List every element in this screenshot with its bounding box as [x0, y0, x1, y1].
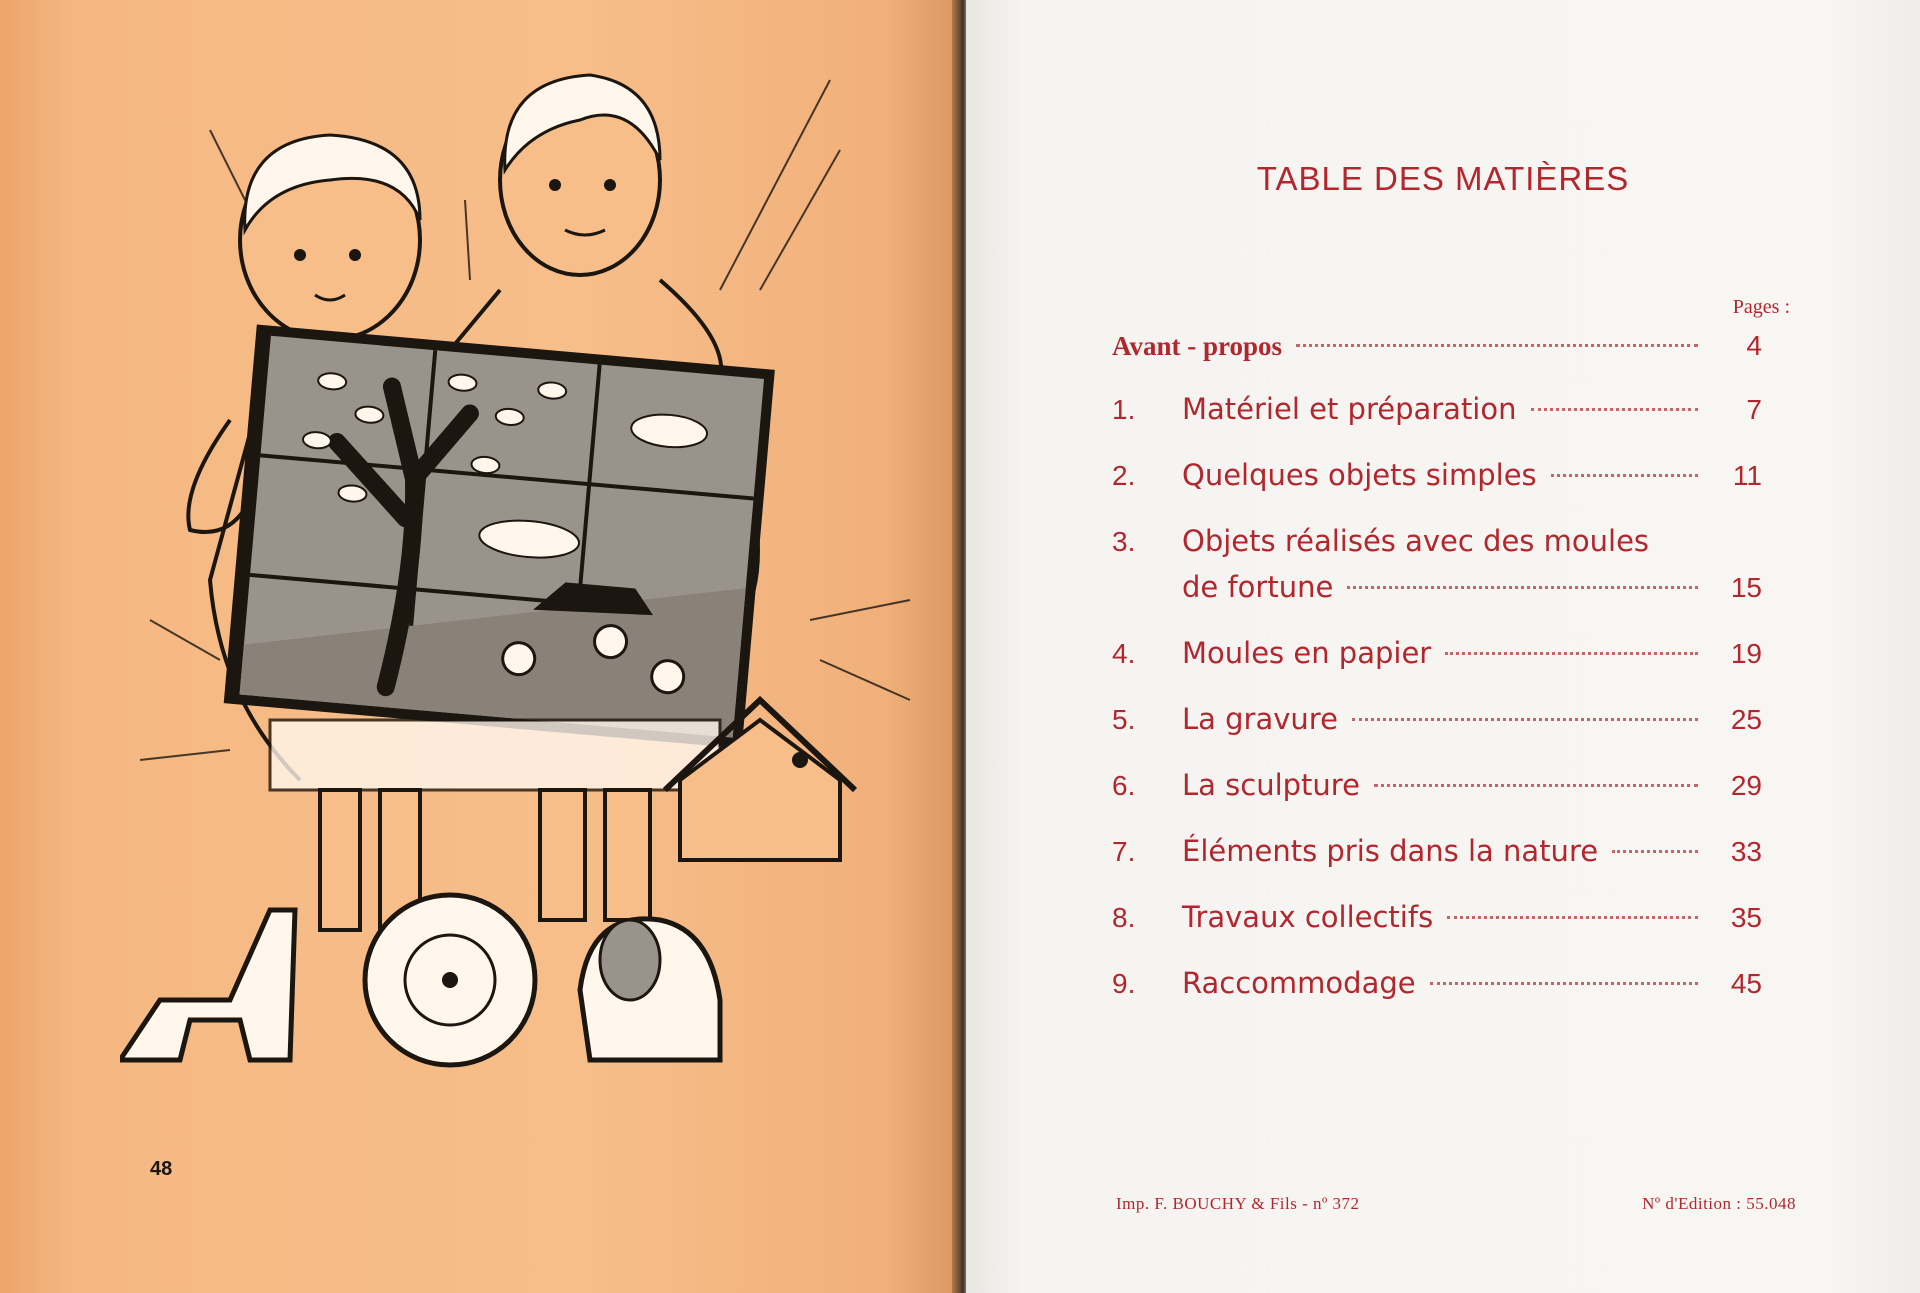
children-holding-tile-mosaic-illustration	[120, 60, 920, 1140]
page-number: 48	[150, 1158, 173, 1180]
leader-dots	[1430, 982, 1698, 985]
toy-ball	[365, 895, 535, 1065]
toc-entry-page: 33	[1730, 836, 1762, 867]
toc-entry-avant-propos[interactable]	[1112, 330, 1762, 376]
toc-entry-label: Éléments pris dans la nature	[1182, 834, 1599, 868]
toc-entry-number: 1.	[1112, 394, 1136, 425]
toy-elephant	[580, 919, 720, 1060]
leader-dots	[1352, 718, 1698, 721]
toc-entry-page: 35	[1730, 902, 1762, 933]
leader-dots	[1347, 586, 1698, 589]
edition-number: Nº d'Edition : 55.048	[1642, 1194, 1796, 1213]
toc-entry-page: 29	[1730, 770, 1762, 801]
toc-entry-label: Objets réalisés avec des moules	[1182, 524, 1650, 558]
toc-entry[interactable]	[1112, 702, 1762, 748]
leader-dots	[1374, 784, 1698, 787]
toc-entry-label: Raccommodage	[1182, 966, 1416, 1000]
toy-giraffe	[120, 910, 295, 1060]
toc-entry-label: La gravure	[1182, 702, 1338, 736]
toc-entry-number: 6.	[1112, 770, 1136, 801]
toc-entry-label: Avant - propos	[1112, 331, 1283, 361]
pages-column-label: Pages :	[1732, 296, 1790, 318]
toc-entry-label: La sculpture	[1182, 768, 1360, 802]
toc-entry-number: 7.	[1112, 836, 1136, 867]
toc-entry[interactable]	[1112, 392, 1762, 438]
leader-dots	[1531, 408, 1699, 411]
toc-entry[interactable]	[1112, 834, 1762, 880]
page-title: TABLE DES MATIÈRES	[1256, 160, 1630, 197]
toc-entry-label-continuation: de fortune	[1182, 570, 1334, 604]
toc-entry[interactable]	[1112, 524, 1762, 570]
toc-entry[interactable]	[1112, 458, 1762, 504]
leader-dots	[1447, 916, 1698, 919]
mosaic-board	[224, 325, 775, 749]
toc-entry-page: 7	[1746, 394, 1762, 425]
toc-entry-number: 8.	[1112, 902, 1136, 933]
toc-entry[interactable]	[1112, 966, 1762, 1012]
toc-entry-label: Quelques objets simples	[1182, 458, 1537, 492]
leader-dots	[1445, 652, 1698, 655]
toc-entry[interactable]	[1112, 900, 1762, 946]
toc-entry-page: 15	[1730, 572, 1762, 603]
toc-entry-page: 25	[1730, 704, 1762, 735]
right-page	[966, 0, 1920, 1293]
toc-entry-label: Travaux collectifs	[1182, 900, 1434, 934]
toc-entry-number: 3.	[1112, 526, 1136, 557]
printer-imprint: Imp. F. BOUCHY & Fils - nº 372	[1116, 1194, 1360, 1213]
toc-entry-page: 45	[1730, 968, 1762, 999]
leader-dots	[1612, 850, 1698, 853]
toc-entry-page: 11	[1732, 460, 1762, 491]
leader-dots	[1296, 344, 1698, 347]
toc-entry-page: 4	[1746, 330, 1762, 361]
toc-entry-page: 19	[1730, 638, 1762, 669]
leader-dots	[1551, 474, 1698, 477]
toc-entry-number: 5.	[1112, 704, 1136, 735]
toc-entry[interactable]	[1112, 636, 1762, 682]
toc-entry-label: Moules en papier	[1182, 636, 1432, 670]
toc-entry[interactable]	[1112, 768, 1762, 814]
toc-entry-label: Matériel et préparation	[1182, 392, 1517, 426]
toc-entry-number: 2.	[1112, 460, 1136, 491]
toc-entry-continuation[interactable]	[1112, 570, 1762, 616]
toc-entry-number: 9.	[1112, 968, 1136, 999]
toc-entry-number: 4.	[1112, 638, 1136, 669]
